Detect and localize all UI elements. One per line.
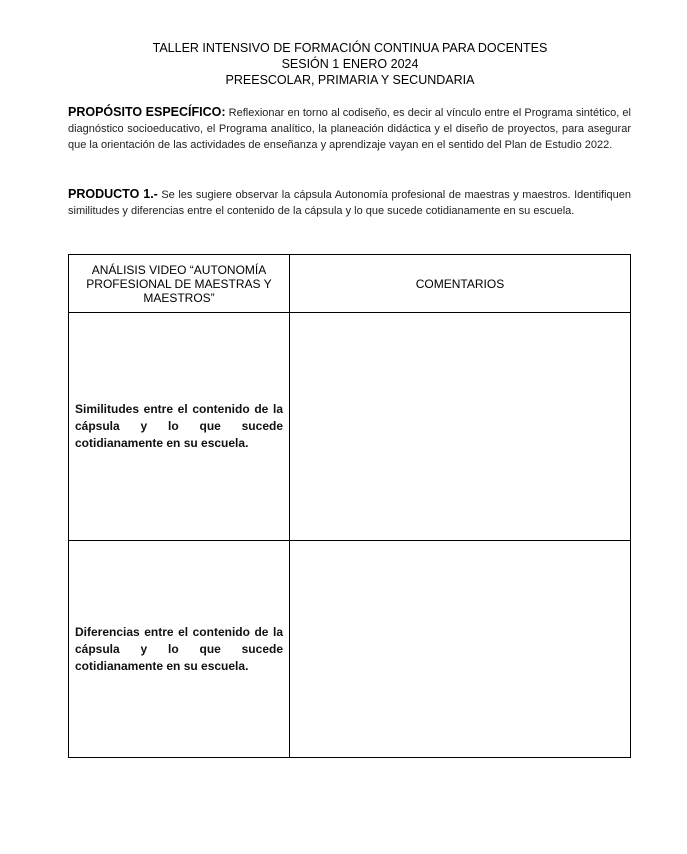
differences-label: Diferencias entre el contenido de la cápsula y lo que sucede cotidianamente en su escuela. [69, 541, 290, 758]
similarities-label: Similitudes entre el contenido de la cápsula y lo que sucede cotidianamente en su escuela. [69, 313, 290, 541]
header-session: SESIÓN 1 ENERO 2024 [281, 57, 419, 71]
table-header-row [69, 255, 631, 313]
purpose-text: Reflexionar en torno al codiseño, es decir al vínculo entre el Programa sintético, el diagnóstico socioeducativo, el Programa analítico, la planeación didáctica y el diseño de proyectos, para asegurar que la orientación de las actividades de enseñanza y aprendizaje vayan en el sentido del Plan de Estudio 2022. [68, 107, 631, 151]
document-header [0, 40, 687, 88]
header-title: TALLER INTENSIVO DE FORMACIÓN CONTINUA PARA DOCENTES [152, 41, 548, 55]
table-row [69, 541, 631, 758]
purpose-label: PROPÓSITO ESPECÍFICO: [68, 105, 226, 119]
purpose-paragraph [68, 104, 631, 153]
similarities-comment-cell[interactable] [290, 313, 631, 541]
analysis-table [68, 254, 631, 758]
table-row [69, 313, 631, 541]
product-label: PRODUCTO 1.- [68, 187, 158, 201]
product-paragraph [68, 186, 631, 219]
header-levels: PREESCOLAR, PRIMARIA Y SECUNDARIA [225, 73, 475, 87]
product-text: Se les sugiere observar la cápsula Autonomía profesional de maestras y maestros. Identifiquen similitudes y diferencias entre el contenido de la cápsula y lo que sucede cotidianamente en su escuela. [68, 189, 631, 217]
header-analysis-cell: ANÁLISIS VIDEO “AUTONOMÍA PROFESIONAL DE MAESTRAS Y MAESTROS” [69, 255, 290, 313]
differences-comment-cell[interactable] [290, 541, 631, 758]
header-comments-cell: COMENTARIOS [290, 255, 631, 313]
